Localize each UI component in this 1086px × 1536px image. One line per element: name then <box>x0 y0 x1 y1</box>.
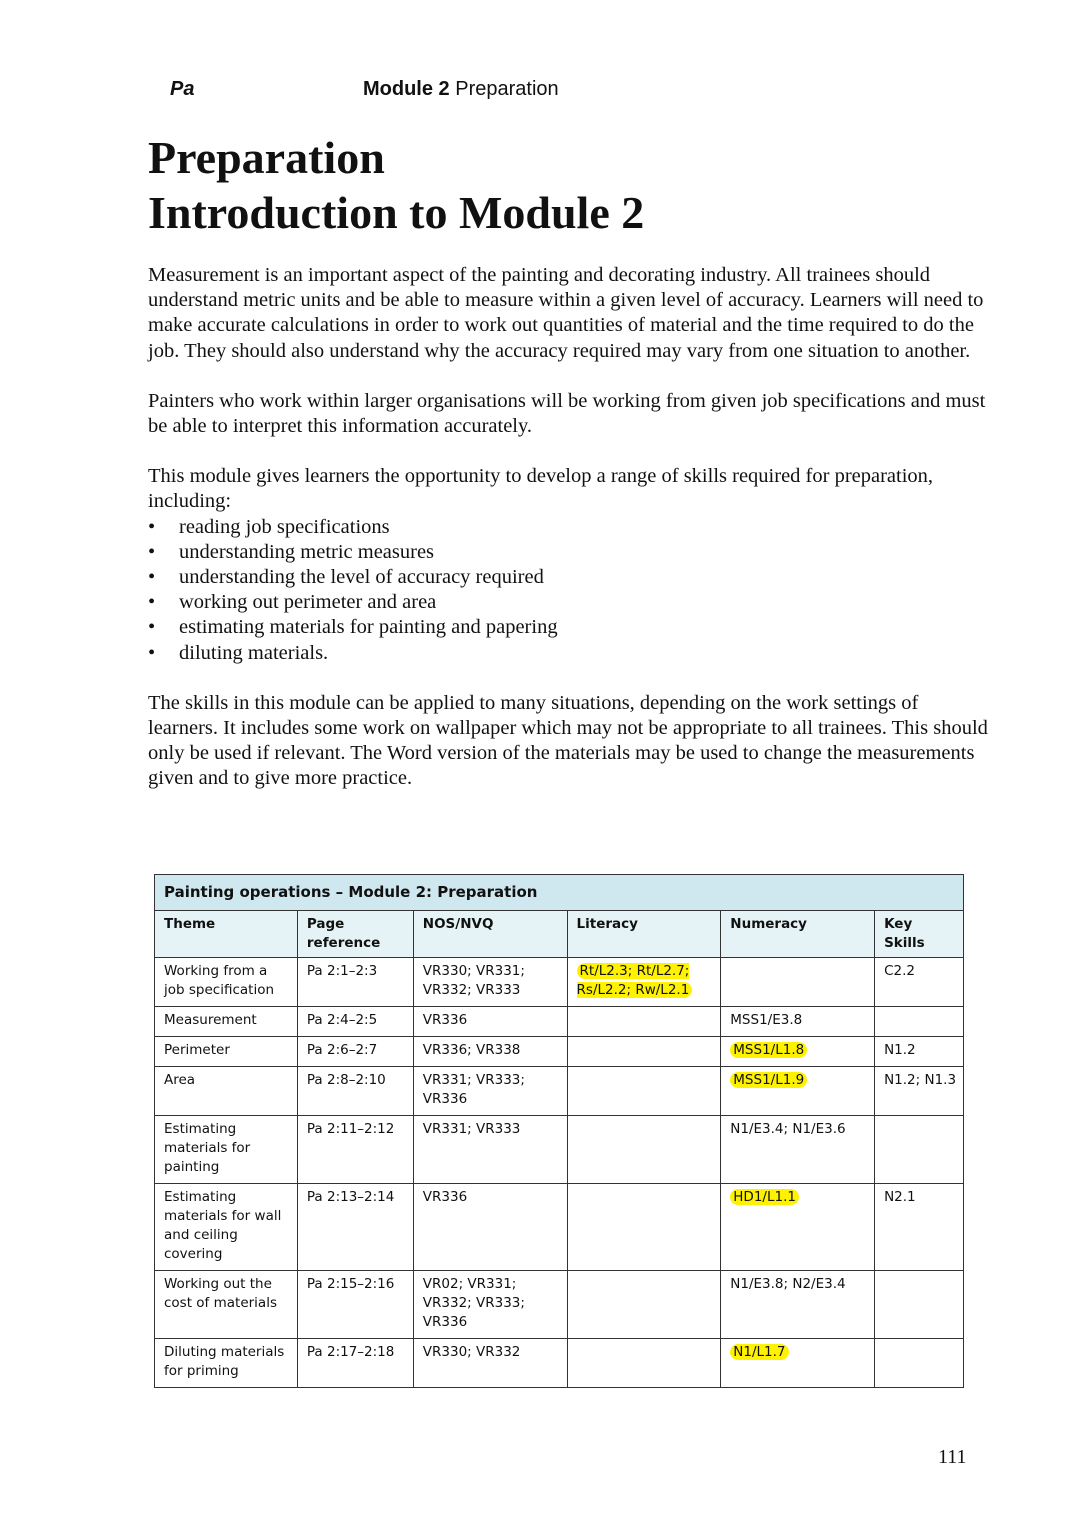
literacy-cell <box>567 1271 721 1339</box>
column-header-numeracy: Numeracy <box>721 911 875 958</box>
list-item: • understanding metric measures <box>148 540 988 565</box>
page-number: 111 <box>938 1446 967 1468</box>
skills-list <box>148 515 988 666</box>
list-item: • diluting materials. <box>148 641 988 666</box>
theme-cell: Measurement <box>155 1007 298 1037</box>
column-header-theme: Theme <box>155 911 298 958</box>
key-skills-cell <box>875 1116 964 1184</box>
literacy-cell <box>567 1007 721 1037</box>
numeracy-cell <box>721 1339 875 1388</box>
nos-nvq-cell: VR330; VR332 <box>413 1339 567 1388</box>
bullet-icon: • <box>148 641 156 664</box>
header-section-code: Pa <box>170 78 195 100</box>
bullet-icon: • <box>148 616 156 639</box>
table-row <box>155 1271 964 1339</box>
header-module <box>363 78 559 101</box>
page-reference-cell: Pa 2:17–2:18 <box>297 1339 413 1388</box>
key-skills-cell: N1.2; N1.3 <box>875 1067 964 1116</box>
column-header-page-reference: Page reference <box>297 911 413 958</box>
header-module-number: Module 2 <box>363 78 450 100</box>
module-skills-table <box>154 874 964 1388</box>
bullet-icon: • <box>148 515 156 538</box>
nos-nvq-cell: VR331; VR333 <box>413 1116 567 1184</box>
running-header <box>170 78 559 101</box>
table-caption-row <box>155 875 964 911</box>
key-skills-cell: N2.1 <box>875 1184 964 1271</box>
table-caption: Painting operations – Module 2: Preparation <box>155 875 964 911</box>
intro-paragraph: Measurement is an important aspect of the painting and decorating industry. All trainees should understand metric units and be able to measure within a given level of accuracy. Learners will need to make accurate calculations in order to work out quantities of material and the time required to do the job. They should also understand why the accuracy required may vary from one situation to another. <box>148 264 984 362</box>
literacy-cell <box>567 1116 721 1184</box>
list-item: • working out perimeter and area <box>148 590 988 615</box>
key-skills-cell <box>875 1007 964 1037</box>
list-item: • estimating materials for painting and papering <box>148 615 988 640</box>
table-row <box>155 1067 964 1116</box>
page-title-line-2: Introduction to Module 2 <box>148 187 645 238</box>
column-header-key-skills: Key Skills <box>875 911 964 958</box>
page-reference-cell: Pa 2:1–2:3 <box>297 958 413 1007</box>
page-reference-cell: Pa 2:8–2:10 <box>297 1067 413 1116</box>
theme-cell: Perimeter <box>155 1037 298 1067</box>
page-title-line-1: Preparation <box>148 132 385 183</box>
numeracy-cell: MSS1/E3.8 <box>721 1007 875 1037</box>
table-row <box>155 1184 964 1271</box>
highlighted-code: MSS1/L1.9 <box>730 1072 807 1088</box>
numeracy-cell <box>721 1184 875 1271</box>
highlighted-code: HD1/L1.1 <box>730 1189 799 1205</box>
column-header-nos-nvq: NOS/NVQ <box>413 911 567 958</box>
theme-cell: Working from a job specification <box>155 958 298 1007</box>
page-reference-cell: Pa 2:4–2:5 <box>297 1007 413 1037</box>
header-module-name: Preparation <box>455 78 559 100</box>
literacy-cell <box>567 1037 721 1067</box>
bullet-icon: • <box>148 591 156 614</box>
key-skills-cell: N1.2 <box>875 1037 964 1067</box>
table-row <box>155 958 964 1007</box>
bullet-icon: • <box>148 566 156 589</box>
list-item: • understanding the level of accuracy required <box>148 565 988 590</box>
nos-nvq-cell: VR336; VR338 <box>413 1037 567 1067</box>
table-row <box>155 1116 964 1184</box>
applications-paragraph: The skills in this module can be applied to many situations, depending on the work settings of learners. It includes some work on wallpaper which may not be appropriate to all trainees. This should only be used if relevant. The Word version of the materials may be used to change the measurements given and to give more practice. <box>148 691 988 790</box>
highlighted-code: Rt/L2.3; Rt/L2.7; Rs/L2.2; Rw/L2.1 <box>577 963 693 998</box>
body-text <box>148 263 988 817</box>
list-item: • reading job specifications <box>148 515 988 540</box>
page-reference-cell: Pa 2:11–2:12 <box>297 1116 413 1184</box>
nos-nvq-cell: VR330; VR331; VR332; VR333 <box>413 958 567 1007</box>
nos-nvq-cell: VR02; VR331; VR332; VR333; VR336 <box>413 1271 567 1339</box>
key-skills-cell <box>875 1339 964 1388</box>
numeracy-cell <box>721 1037 875 1067</box>
bullet-icon: • <box>148 540 156 563</box>
numeracy-cell: N1/E3.8; N2/E3.4 <box>721 1271 875 1339</box>
nos-nvq-cell: VR336 <box>413 1007 567 1037</box>
page-reference-cell: Pa 2:13–2:14 <box>297 1184 413 1271</box>
skills-intro-paragraph: This module gives learners the opportunity to develop a range of skills required for preparation, including: <box>148 465 934 513</box>
table-row <box>155 1037 964 1067</box>
page-reference-cell: Pa 2:15–2:16 <box>297 1271 413 1339</box>
highlighted-code: MSS1/L1.8 <box>730 1042 807 1058</box>
table-header-row <box>155 911 964 958</box>
literacy-cell <box>567 1339 721 1388</box>
page-reference-cell: Pa 2:6–2:7 <box>297 1037 413 1067</box>
table-row <box>155 1007 964 1037</box>
nos-nvq-cell: VR336 <box>413 1184 567 1271</box>
theme-cell: Diluting materials for priming <box>155 1339 298 1388</box>
highlighted-code: N1/L1.7 <box>730 1344 788 1360</box>
key-skills-cell: C2.2 <box>875 958 964 1007</box>
theme-cell: Area <box>155 1067 298 1116</box>
theme-cell: Estimating materials for wall and ceiling covering <box>155 1184 298 1271</box>
table-row <box>155 1339 964 1388</box>
literacy-cell <box>567 958 721 1007</box>
key-skills-cell <box>875 1271 964 1339</box>
numeracy-cell <box>721 958 875 1007</box>
theme-cell: Estimating materials for painting <box>155 1116 298 1184</box>
column-header-literacy: Literacy <box>567 911 721 958</box>
literacy-cell <box>567 1067 721 1116</box>
nos-nvq-cell: VR331; VR333; VR336 <box>413 1067 567 1116</box>
numeracy-cell: N1/E3.4; N1/E3.6 <box>721 1116 875 1184</box>
literacy-cell <box>567 1184 721 1271</box>
theme-cell: Working out the cost of materials <box>155 1271 298 1339</box>
specifications-paragraph: Painters who work within larger organisations will be working from given job specifications and must be able to interpret this information accurately. <box>148 389 986 438</box>
page-title <box>148 130 644 240</box>
numeracy-cell <box>721 1067 875 1116</box>
